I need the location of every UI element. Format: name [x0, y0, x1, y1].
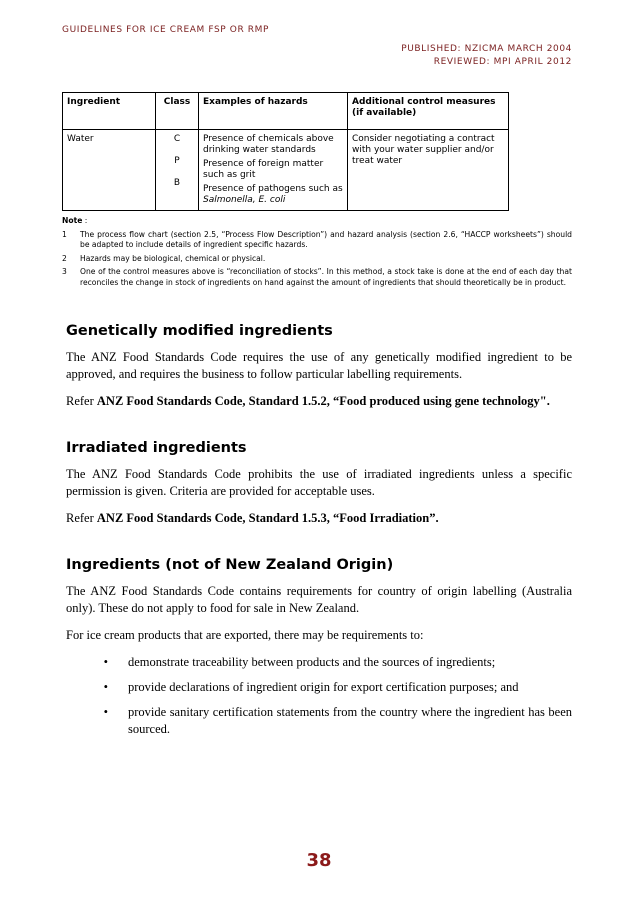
published-line: PUBLISHED: NZICMA MARCH 2004 [401, 44, 572, 54]
table-row [63, 130, 509, 211]
example-physical: Presence of foreign matter such as grit [203, 159, 324, 180]
bullet-icon: • [103, 705, 108, 719]
reference-prefix: Refer [66, 394, 97, 408]
class-biological: B [173, 178, 181, 188]
table-header-row [63, 93, 509, 130]
example-biological-text: Presence of pathogens such as [203, 184, 343, 194]
note-text: One of the control measures above is “reconciliation of stocks”. In this method, a stock take is done at the end of each day that reconciles the change in stock of ingredients on hand against the amount of ingredients that should theoretically be in product. [80, 267, 572, 287]
bullet-icon: • [103, 680, 108, 694]
section-heading: Genetically modified ingredients [66, 323, 333, 339]
cell-examples [199, 130, 348, 211]
class-physical: P [174, 156, 180, 166]
note-item [62, 254, 572, 265]
class-chemical: C [173, 134, 181, 144]
section-gm-ingredients [66, 323, 572, 420]
note-number: 3 [62, 267, 67, 276]
table-notes [62, 216, 572, 291]
section-reference [66, 393, 572, 410]
hazard-table [62, 92, 509, 211]
list-item [66, 704, 572, 738]
section-paragraph: The ANZ Food Standards Code contains requirements for country of origin labelling (Australia only). These do not apply to food for sale in New Zealand. [66, 584, 572, 615]
bullet-icon: • [103, 655, 108, 669]
reference-citation: ANZ Food Standards Code, Standard 1.5.2, “Food produced using gene technology". [96, 394, 550, 408]
example-biological-organisms: Salmonella, E. coli [203, 195, 286, 205]
note-number: 2 [62, 253, 67, 263]
running-header-title: GUIDELINES FOR ICE CREAM FSP OR RMP [62, 25, 270, 35]
note-text: The process flow chart (section 2.5, “Process Flow Description”) and hazard analysis (section 2.6, “HACCP worksheets”) should be adapted to include details of ingredient specific hazards. [80, 229, 572, 249]
note-text: Hazards may be biological, chemical or physical. [80, 253, 266, 263]
header-examples: Examples of hazards [199, 93, 348, 130]
section-non-nz-ingredients [66, 557, 572, 746]
notes-title-text: Note [62, 216, 83, 225]
notes-title [62, 216, 572, 227]
reference-prefix: Refer [66, 511, 97, 525]
example-biological [203, 184, 343, 206]
section-irradiated-ingredients [66, 440, 572, 537]
example-chemical: Presence of chemicals above drinking water standards [203, 134, 334, 155]
section-intro: For ice cream products that are exported, there may be requirements to: [66, 628, 424, 642]
reference-citation: ANZ Food Standards Code, Standard 1.5.3, “Food Irradiation”. [96, 511, 439, 525]
section-paragraph: The ANZ Food Standards Code requires the use of any genetically modified ingredient to be approved, and requires the business to follow particular labelling requirements. [66, 350, 572, 381]
header-control-measures: Additional control measures (if available) [348, 93, 509, 130]
list-item [66, 679, 572, 696]
section-reference [66, 510, 572, 527]
cell-classes [156, 130, 199, 211]
cell-control-measures: Consider negotiating a contract with your water supplier and/or treat water [348, 130, 509, 211]
running-header-dates [401, 43, 572, 69]
list-item [66, 654, 572, 671]
note-number: 1 [62, 229, 67, 239]
note-item [62, 230, 572, 251]
cell-ingredient: Water [63, 130, 156, 211]
list-item-text: demonstrate traceability between products and the sources of ingredients; [128, 655, 496, 669]
note-item [62, 267, 572, 288]
requirements-list [66, 654, 572, 738]
section-heading: Irradiated ingredients [66, 440, 247, 456]
notes-title-colon: : [82, 216, 88, 225]
section-paragraph: The ANZ Food Standards Code prohibits the use of irradiated ingredients unless a specific permission is given. Criteria are provided for acceptable uses. [66, 467, 572, 498]
list-item-text: provide declarations of ingredient origin for export certification purposes; and [128, 680, 519, 694]
header-ingredient: Ingredient [63, 93, 156, 130]
list-item-text: provide sanitary certification statements from the country where the ingredient has been sourced. [128, 705, 572, 736]
header-class: Class [156, 93, 199, 130]
page-number: 38 [306, 850, 332, 871]
section-heading: Ingredients (not of New Zealand Origin) [66, 557, 394, 573]
reviewed-line: REVIEWED: MPI APRIL 2012 [433, 57, 572, 67]
